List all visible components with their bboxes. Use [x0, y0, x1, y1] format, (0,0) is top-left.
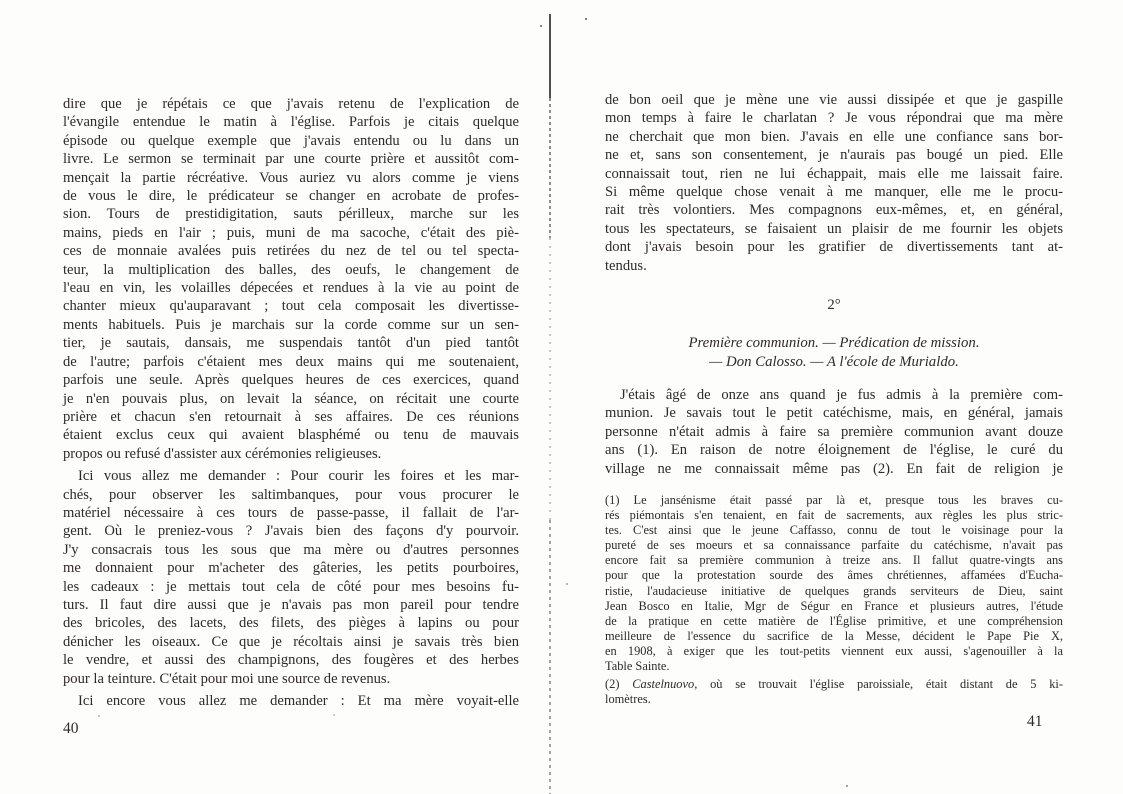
text-line: prière et chacun s'en retournait à ses affaires. De ces réunions	[63, 408, 519, 425]
text-line: dire que je répétais ce que j'avais retenu de l'explication de	[63, 96, 519, 112]
text-line: ces de monnaie avalées puis retirées du nez de tel ou tel specta-	[63, 243, 519, 260]
text-line: le vendre, et aussi des champignons, des fougères et des herbes	[63, 652, 519, 669]
text-line: l'eau en vin, les volailles dépecées et rendues à la vie au point de	[63, 280, 519, 297]
text-line: ristie, l'audacieuse initiative de quelques grands serviteurs de Dieu, saint	[605, 583, 1063, 598]
text-line: épisode ou quelque exemple que j'avais entendu ou lu dans un	[63, 132, 519, 149]
left-page-text	[63, 95, 519, 710]
text-line: Ici encore vous allez me demander : Et ma mère voyait-elle	[78, 693, 519, 709]
text-line: ans (1). En raison de notre éloignement de l'église, le curé du	[605, 442, 1063, 459]
text-line: J'étais âgé de onze ans quand je fus admis à la première com-	[620, 387, 1063, 403]
text-line: dénicher les oiseaux. Ce que je récoltais ainsi je savais très bien	[63, 633, 519, 650]
text-line: teur, la multiplication des balles, des oeufs, le changement de	[63, 261, 519, 278]
text-line: pour que la protestation sourde des âmes chrétiennes, affamées d'Eucha-	[605, 568, 1063, 583]
paragraph	[63, 692, 519, 710]
text-line: tendus.	[605, 257, 647, 274]
text-line: J'y consacrais tous les sous que ma mère ou d'autres personnes	[63, 541, 519, 558]
text-line: village ne me connaissait même pas (2). En fait de religion je	[605, 460, 1063, 477]
text-line: connaissait tout, rien ne lui échappait, mais elle me laissait faire.	[605, 165, 1063, 182]
text-line: pour la teinture. C'était pour moi une source de revenus.	[63, 670, 391, 687]
gutter-line	[549, 14, 551, 98]
right-page-text-main	[605, 386, 1063, 478]
ink-speck	[566, 583, 568, 585]
text-line: de vous le dire, le prédicateur se changer en acrobate de profes-	[63, 188, 519, 205]
text-line: Première communion. — Prédication de mission.	[688, 335, 980, 351]
ink-speck	[333, 714, 335, 716]
text-line: ne et, sans son consentement, je n'aurais pas bougé un pied. Elle	[605, 147, 1063, 164]
page-number-left: 40	[63, 720, 79, 737]
text-line: tous les spectateurs, se faisaient un plaisir de me fournir les objets	[605, 220, 1063, 237]
text-line: l'évangile entendue le matin à l'église. Parfois je citais quelque	[63, 114, 519, 131]
text-line: encore fait sa première communion à treize ans. Il fallut quatre-vingts ans	[605, 553, 1063, 568]
text-line: turs. Il faut dire aussi que je n'avais pas mon pareil pour tendre	[63, 596, 519, 613]
text-line: Ici vous allez me demander : Pour courir les foires et les mar-	[78, 468, 519, 485]
text-line: de l'autre; parfois c'étaient mes deux mains qui me soutenaient,	[63, 353, 519, 370]
text-line: mon temps à faire le charlatan ? Je vous répondrai que ma mère	[605, 110, 1063, 127]
gutter-line	[549, 520, 551, 794]
gutter-line	[549, 98, 551, 238]
text-line: rés piémontais s'en tenaient, en fait de sacrements, aux règles les plus stric-	[605, 508, 1063, 523]
footnote-1	[605, 493, 1063, 674]
text-line: meilleure de l'essence du sacrifice de la Messe, décident le Pape Pie X,	[605, 628, 1063, 643]
text-line: me donnaient pour m'acheter des gâteries, les petits pourboires,	[63, 560, 519, 577]
ink-speck	[585, 18, 587, 20]
text-line: les cadeaux : je mettais tout cela de côté pour mes besoins fu-	[63, 578, 519, 595]
ink-speck	[540, 25, 542, 27]
footnote-text: , où se trouvait l'église paroissiale, était distant de 5 ki-	[694, 677, 1063, 691]
text-line: chanter mieux qu'auparavant ; tout cela composait les divertisse-	[63, 298, 519, 315]
text-line: lomètres.	[605, 692, 651, 707]
paragraph	[63, 467, 519, 688]
footnote-italic-word: Castelnuovo	[632, 677, 695, 691]
text-line: ne cherchait que mon bien. J'avais en elle une confiance sans bor-	[605, 128, 1063, 145]
text-line: tes. C'est ainsi que le jeune Caffasso, connu de tout le voisinage pour la	[605, 523, 1063, 538]
text-line: chés, pour observer les saltimbanques, pour vous procurer le	[63, 486, 519, 503]
section-number: 2°	[827, 297, 841, 313]
text-line: en 1908, à exiger que les tout-petits viennent eux aussi, s'agenouiller à la	[605, 643, 1063, 658]
text-line: livre. Le sermon se terminait par une courte prière et aussitôt com-	[63, 151, 519, 168]
paragraph	[605, 91, 1063, 275]
ink-speck	[98, 715, 100, 717]
chapter-heading	[605, 334, 1063, 371]
text-line: de la pratique en cette matière de l'Église primitive, et une compréhension	[605, 613, 1063, 628]
paragraph	[63, 95, 519, 463]
ink-speck	[846, 785, 848, 787]
gutter-line	[549, 238, 551, 520]
text-line: sion. Tours de prestidigitation, sauts périlleux, marche sur les	[63, 206, 519, 223]
text-line: propos ou refusé d'assister aux cérémonies religieuses.	[63, 445, 382, 462]
text-line: parfois une seule. Après quelques heures de ces exercices, quand	[63, 372, 519, 389]
text-line: pureté de ses moeurs et sa connaissance parfaite du catéchisme, n'avait pas	[605, 538, 1063, 553]
text-line: mains, pieds en l'air ; puis, muni de ma sacoche, c'était des piè-	[63, 224, 519, 241]
text-line: rait très volontiers. Mes compagnons eux-mêmes, et, en général,	[605, 202, 1063, 219]
text-line: tier, je sautais, dansais, me suspendais tantôt d'un pied tantôt	[63, 335, 519, 352]
text-line: matériel nécessaire à ces tours de passe-passe, il fallait de l'ar-	[63, 504, 519, 521]
footnote-marker: (2)	[605, 677, 633, 691]
right-page-text-top	[605, 91, 1063, 275]
text-line: munion. Je savais tout le petit catéchisme, mais, en général, jamais	[605, 405, 1063, 422]
text-line: personne n'était admis à faire sa première communion avant douze	[605, 423, 1063, 440]
text-line	[605, 677, 1063, 692]
text-line: gent. Où le preniez-vous ? J'avais bien des façons d'y pourvoir.	[63, 523, 519, 540]
footnote-2	[605, 677, 1063, 707]
text-line: ments habituels. Puis je marchais sur la corde comme sur un sen-	[63, 316, 519, 333]
text-line: dont j'avais besoin pour les gratifier de divertissements tant at-	[605, 239, 1063, 256]
text-line: (1) Le jansénisme était passé par là et, presque tous les braves cu-	[605, 493, 1063, 507]
text-line: des bricoles, des lacets, des filets, des pièges à lapins ou pour	[63, 615, 519, 632]
text-line: — Don Calosso. — A l'école de Murialdo.	[709, 353, 959, 370]
text-line: étaient exclus ceux qui avaient blasphémé ou tenu de mauvais	[63, 427, 519, 444]
text-line: Si même quelque chose venait à me manquer, elle me le procu-	[605, 184, 1063, 201]
page-number-right: 41	[1027, 713, 1043, 730]
text-line: Table Sainte.	[605, 659, 670, 674]
paragraph	[605, 386, 1063, 478]
text-line: Jean Bosco en Italie, Mgr de Ségur en France et plusieurs autres, l'étude	[605, 598, 1063, 613]
text-line: je n'en pouvais plus, on levait la séance, on récitait une courte	[63, 390, 519, 407]
text-line: de bon oeil que je mène une vie aussi dissipée et que je gaspille	[605, 92, 1063, 108]
text-line: mençait la partie récréative. Vous auriez vu alors comme je viens	[63, 169, 519, 186]
